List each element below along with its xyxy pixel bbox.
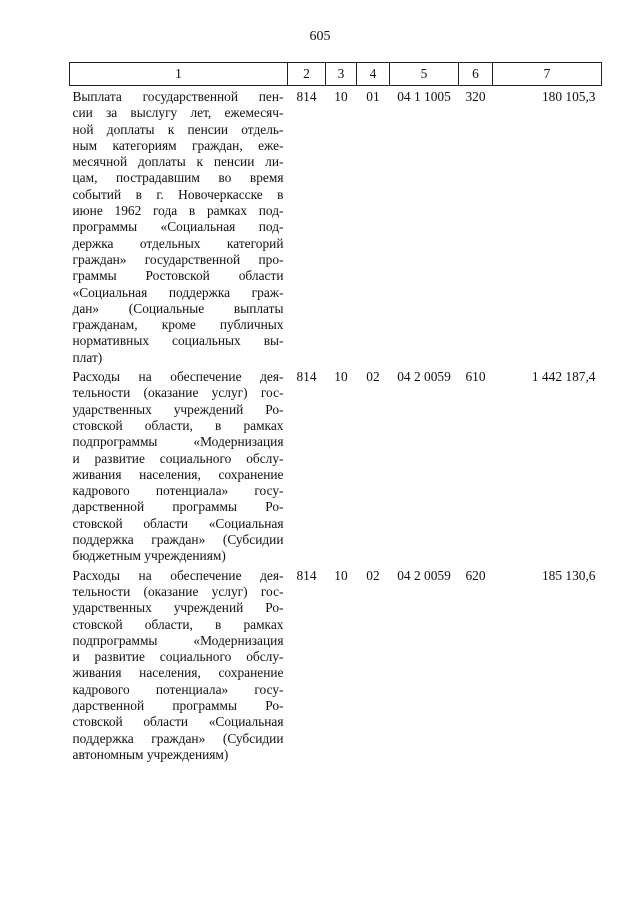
- subsection-code: 02: [366, 567, 380, 583]
- ministry-code: 814: [296, 369, 317, 385]
- budget-table: [69, 62, 602, 763]
- description-line: дарственной программы Ро-: [72, 697, 284, 713]
- description-line: граждан» государственной про-: [72, 251, 284, 267]
- column-header: 1: [70, 63, 288, 86]
- expense-description: [70, 86, 288, 367]
- description-line: автономным учреждениям): [72, 746, 229, 762]
- description-line: событий в г. Новочеркасске в: [72, 186, 284, 202]
- target-article-code: 04 2 0059: [397, 567, 451, 583]
- amount-value: 185 130,6: [541, 567, 596, 583]
- description-line: месячной доплаты к пенсии ли-: [72, 154, 284, 170]
- target-article-code: 04 2 0059: [397, 369, 451, 385]
- expense-type-code: 610: [465, 369, 486, 385]
- description-line: дарственной программы Ро-: [72, 499, 284, 515]
- description-line: ным категориям граждан, еже-: [72, 137, 284, 153]
- column-header: 2: [288, 63, 326, 86]
- description-line: подпрограммы «Модернизация: [72, 632, 284, 648]
- description-line: живания населения, сохранение: [72, 466, 284, 482]
- expense-type-code: 620: [465, 567, 486, 583]
- section-code: 10: [334, 369, 348, 385]
- subsection-code: 01: [366, 89, 380, 104]
- description-line: гражданам, кроме публичных: [72, 317, 284, 333]
- description-line: тельности (оказание услуг) гос-: [72, 583, 284, 599]
- column-header: 6: [459, 63, 493, 86]
- page-number: 605: [309, 29, 331, 44]
- subsection-code: 02: [366, 369, 380, 385]
- description-line: программы «Социальная под-: [72, 219, 284, 235]
- description-line: и развитие социального обслу-: [72, 649, 284, 665]
- amount-value: 1 442 187,4: [531, 369, 596, 385]
- description-line: Расходы на обеспечение дея-: [72, 369, 284, 385]
- description-line: стовской области, в рамках: [72, 616, 284, 632]
- description-line: держка отдельных категорий: [72, 235, 284, 251]
- description-line: дан» (Социальные выплаты: [72, 300, 284, 316]
- description-line: ударственных учреждений Ро-: [72, 600, 284, 616]
- section-code: 10: [334, 89, 348, 104]
- description-line: кадрового потенциала» госу-: [72, 681, 284, 697]
- description-line: Расходы на обеспечение дея-: [72, 567, 284, 583]
- description-line: граммы Ростовской области: [72, 268, 284, 284]
- description-line: плат): [72, 349, 103, 365]
- description-line: и развитие социального обслу-: [72, 450, 284, 466]
- column-header: 5: [390, 63, 459, 86]
- description-line: сии за выслугу лет, ежемесяч-: [72, 105, 284, 121]
- description-line: стовской области «Социальная: [72, 714, 284, 730]
- description-line: стовской области «Социальная: [72, 515, 284, 531]
- description-line: цам, пострадавшим во время: [72, 170, 284, 186]
- description-line: бюджетным учреждениям): [72, 548, 226, 564]
- description-line: Выплата государственной пен-: [72, 89, 284, 104]
- description-line: нормативных социальных вы-: [72, 333, 284, 349]
- expense-type-code: 320: [465, 89, 486, 104]
- column-header: 7: [493, 63, 602, 86]
- description-line: кадрового потенциала» госу-: [72, 483, 284, 499]
- expense-description: [70, 565, 288, 764]
- target-article-code: 04 1 1005: [397, 89, 451, 104]
- description-line: живания населения, сохранение: [72, 665, 284, 681]
- description-line: июне 1962 года в рамках под-: [72, 203, 284, 219]
- description-line: ной доплаты к пенсии отдель-: [72, 121, 284, 137]
- description-line: подпрограммы «Модернизация: [72, 434, 284, 450]
- table-header-row: [70, 63, 602, 86]
- description-line: поддержка граждан» (Субсидии: [72, 532, 284, 548]
- description-line: тельности (оказание услуг) гос-: [72, 385, 284, 401]
- description-line: «Социальная поддержка граж-: [72, 284, 284, 300]
- description-line: стовской области, в рамках: [72, 417, 284, 433]
- table-row: [70, 366, 602, 565]
- column-header: 3: [326, 63, 357, 86]
- amount-value: 180 105,3: [541, 89, 596, 104]
- ministry-code: 814: [296, 567, 317, 583]
- expense-description: [70, 366, 288, 565]
- table-row: [70, 86, 602, 367]
- description-line: поддержка граждан» (Субсидии: [72, 730, 284, 746]
- ministry-code: 814: [296, 89, 317, 104]
- section-code: 10: [334, 567, 348, 583]
- table-row: [70, 565, 602, 764]
- description-line: ударственных учреждений Ро-: [72, 401, 284, 417]
- column-header: 4: [357, 63, 390, 86]
